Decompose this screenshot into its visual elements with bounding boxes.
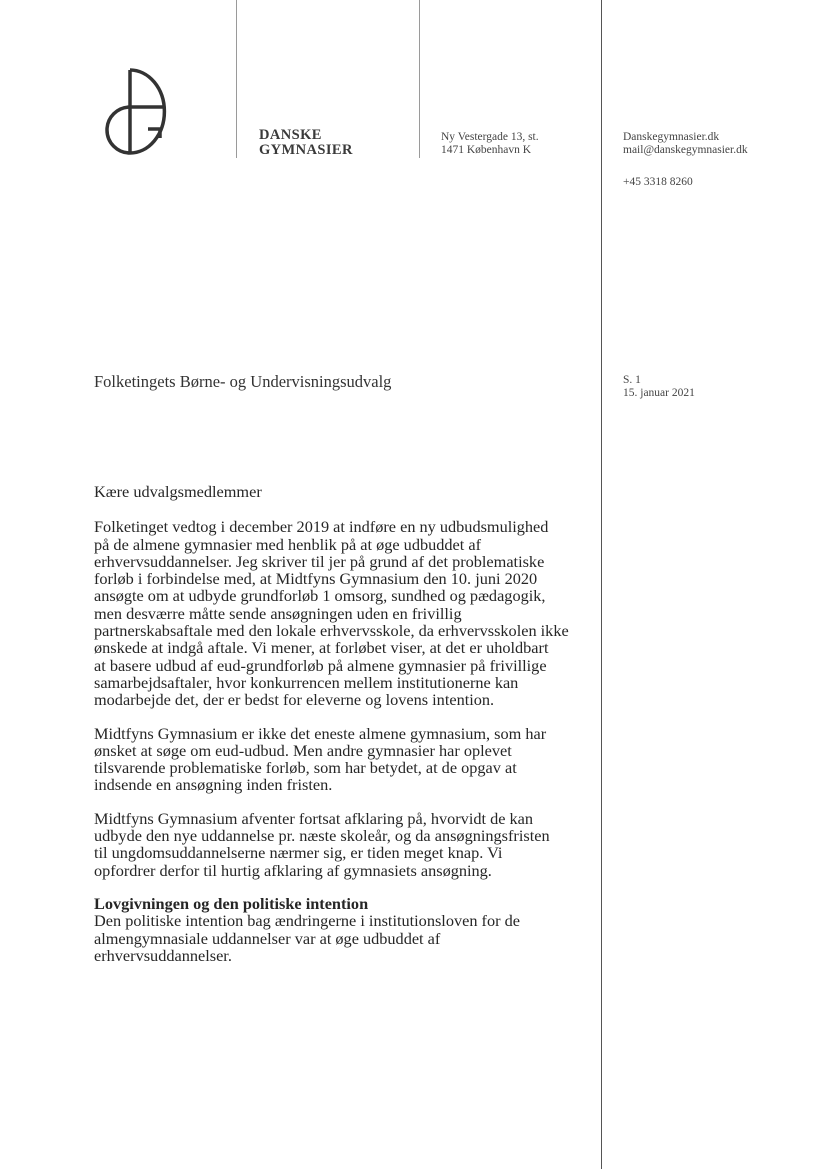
page-meta [623,374,695,400]
text-line: Den politiske intention bag ændringerne i institutionsloven for de [94,911,520,931]
text-line: men desværre måtte sende ansøgningen uden en frivillig [94,603,462,623]
text-line: almengymnasiale uddannelser var at øge udbuddet af [94,928,441,948]
paragraph-3 [94,810,594,879]
text-line: Midtfyns Gymnasium er ikke det eneste almene gymnasium, som har [94,723,547,743]
website-link[interactable]: Danskegymnasier.dk [623,131,720,143]
header-divider-1 [236,0,237,158]
address-city: 1471 København K [441,144,532,156]
paragraph-1 [94,518,594,708]
recipient: Folketingets Børne- og Undervisningsudvalg [94,372,392,391]
text-line: forløb i forbindelse med, at Midtfyns Gymnasium den 10. juni 2020 [94,569,538,589]
text-line: erhvervsuddannelser. Jeg skriver til jer på grund af det problematiske [94,551,545,571]
page-number: S. 1 [623,374,641,386]
paragraph-4 [94,912,594,964]
text-line: Folketinget vedtog i december 2019 at indføre en ny udbudsmulighed [94,517,549,537]
text-line: til ungdomsuddannelserne nærmer sig, er tiden meget knap. Vi [94,843,503,863]
margin-divider [601,0,602,1169]
text-line: ansøgte om at udbyde grundforløb 1 omsorg, sundhed og pædagogik, [94,586,546,606]
email-link[interactable]: mail@danskegymnasier.dk [623,144,748,156]
text-line: partnerskabsaftale med den lokale erhvervsskole, da erhvervsskolen ikke [94,621,569,641]
phone-number: +45 3318 8260 [623,176,693,188]
text-line: erhvervsuddannelser. [94,945,232,965]
text-line: ønsket at søge om eud-udbud. Men andre gymnasier har oplevet [94,740,512,760]
text-line: samarbejdsaftaler, hvor konkurrencen mellem institutionerne kan [94,672,519,692]
text-line: tilsvarende problematiske forløb, som har betydet, at de opgav at [94,758,517,778]
contact-info [623,131,748,189]
organization-name-line: DANSKE [259,127,322,143]
letter-body [94,483,594,980]
paragraph-2 [94,725,594,794]
organization-name [259,128,353,158]
text-line: på de almene gymnasier med henblik på at øge udbuddet af [94,534,481,554]
text-line: modarbejde det, der er bedst for eleverne og lovens intention. [94,690,495,710]
letter-date: 15. januar 2021 [623,387,695,399]
text-line: udbyde den nye uddannelse pr. næste skoleår, og da ansøgningsfristen [94,826,550,846]
salutation: Kære udvalgsmedlemmer [94,482,262,501]
text-line: Midtfyns Gymnasium afventer fortsat afklaring på, hvorvidt de kan [94,808,534,828]
danske-gymnasier-logo [94,67,168,157]
section-heading: Lovgivningen og den politiske intention [94,893,369,913]
organization-name-line: GYMNASIER [259,142,353,158]
text-line: opfordrer derfor til hurtig afklaring af gymnasiets ansøgning. [94,860,492,880]
header-divider-2 [419,0,420,158]
text-line: ønskede at indgå aftale. Vi mener, at forløbet viser, at det er uholdbart [94,638,549,658]
text-line: at basere udbud af eud-grundforløb på almene gymnasier på frivillige [94,655,547,675]
address-street: Ny Vestergade 13, st. [441,131,539,143]
text-line: indsende en ansøgning inden fristen. [94,775,333,795]
postal-address [441,131,539,157]
